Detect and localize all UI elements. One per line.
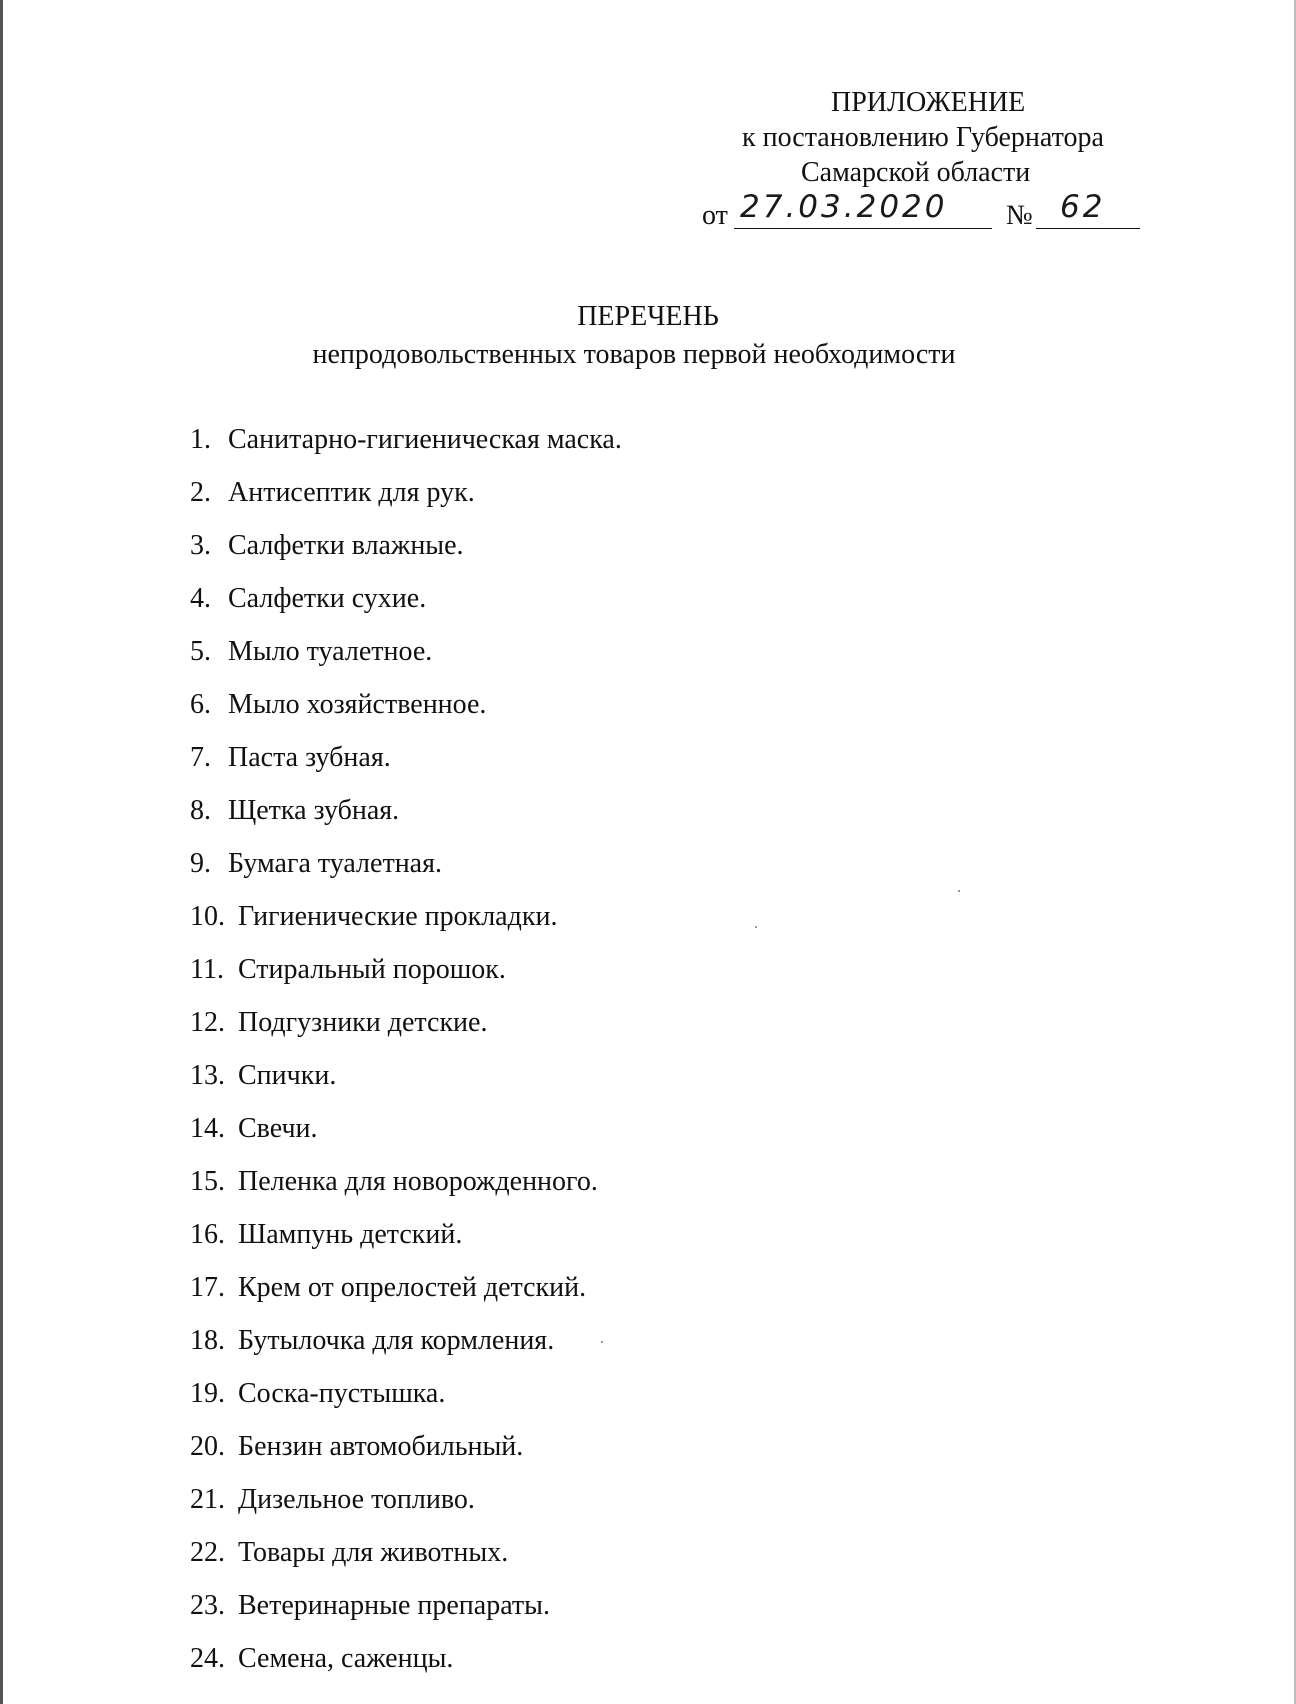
list-item-number: 4. xyxy=(190,583,211,614)
list-item xyxy=(190,1376,622,1429)
list-item xyxy=(190,475,622,528)
list-item-number: 18. xyxy=(190,1325,225,1356)
list-item xyxy=(190,528,622,581)
list-item-number: 16. xyxy=(190,1219,225,1250)
list-item xyxy=(190,1429,622,1482)
list-item-text: Паста зубная. xyxy=(228,742,391,773)
list-item xyxy=(190,1535,622,1588)
list-item-text: Мыло туалетное. xyxy=(228,636,433,667)
list-item-text: Салфетки сухие. xyxy=(228,583,427,614)
scan-speck xyxy=(601,1341,603,1343)
list-item xyxy=(190,1111,622,1164)
list-item-text: Товары для животных. xyxy=(238,1537,509,1568)
list-item-number: 14. xyxy=(190,1113,225,1144)
list-item-number: 2. xyxy=(190,477,211,508)
list-item-text: Гигиенические прокладки. xyxy=(238,901,558,932)
list-item xyxy=(190,1323,622,1376)
list-item-text: Подгузники детские. xyxy=(238,1007,488,1038)
appendix-reference: к постановлению Губернатора xyxy=(742,122,1104,153)
scan-speck xyxy=(958,890,960,892)
list-item-text: Спички. xyxy=(238,1060,337,1091)
list-item-number: 11. xyxy=(190,954,224,985)
scan-speck xyxy=(755,926,757,928)
list-item xyxy=(190,581,622,634)
number-field xyxy=(1036,189,1140,229)
handwritten-number: 62 xyxy=(1060,189,1106,225)
list-item-number: 9. xyxy=(190,848,211,879)
scan-edge-left xyxy=(0,0,3,1704)
list-item-number: 20. xyxy=(190,1431,225,1462)
list-item xyxy=(190,846,622,899)
date-prefix: от xyxy=(702,200,728,231)
list-item xyxy=(190,422,622,475)
list-item-text: Салфетки влажные. xyxy=(228,530,464,561)
list-item xyxy=(190,899,622,952)
document-subtitle: непродовольственных товаров первой необходимости xyxy=(312,339,956,370)
list-item-text: Соска-пустышка. xyxy=(238,1378,446,1409)
list-item-text: Свечи. xyxy=(238,1113,318,1144)
list-item xyxy=(190,1641,622,1694)
list-item xyxy=(190,793,622,846)
list-item-text: Семена, саженцы. xyxy=(238,1643,454,1674)
list-item-text: Дизельное топливо. xyxy=(238,1484,475,1515)
date-field xyxy=(734,189,992,229)
list-item-number: 1. xyxy=(190,424,211,455)
decree-date-number-row xyxy=(690,189,1160,232)
list-item-number: 13. xyxy=(190,1060,225,1091)
list-item-number: 7. xyxy=(190,742,211,773)
goods-list xyxy=(190,422,622,1694)
list-item-text: Бумага туалетная. xyxy=(228,848,442,879)
number-sign: № xyxy=(1006,200,1033,231)
list-item-number: 17. xyxy=(190,1272,225,1303)
list-item-text: Бутылочка для кормления. xyxy=(238,1325,555,1356)
list-item-text: Крем от опрелостей детский. xyxy=(238,1272,587,1303)
list-item-number: 8. xyxy=(190,795,211,826)
list-item-number: 3. xyxy=(190,530,211,561)
list-item-number: 15. xyxy=(190,1166,225,1197)
list-item-text: Антисептик для рук. xyxy=(228,477,475,508)
list-item xyxy=(190,1217,622,1270)
list-item-number: 23. xyxy=(190,1590,225,1621)
list-item xyxy=(190,634,622,687)
list-item-text: Санитарно-гигиеническая маска. xyxy=(228,424,622,455)
list-item-text: Бензин автомобильный. xyxy=(238,1431,524,1462)
list-item-number: 12. xyxy=(190,1007,225,1038)
appendix-title: ПРИЛОЖЕНИЕ xyxy=(831,87,1026,118)
list-item xyxy=(190,1270,622,1323)
list-item-number: 22. xyxy=(190,1537,225,1568)
list-item xyxy=(190,1588,622,1641)
appendix-region: Самарской области xyxy=(801,157,1031,188)
list-item-text: Пеленка для новорожденного. xyxy=(238,1166,598,1197)
list-item xyxy=(190,1058,622,1111)
list-item-text: Мыло хозяйственное. xyxy=(228,689,487,720)
list-item xyxy=(190,952,622,1005)
list-item-number: 6. xyxy=(190,689,211,720)
list-item xyxy=(190,1005,622,1058)
list-item-number: 24. xyxy=(190,1643,225,1674)
handwritten-date: 27.03.2020 xyxy=(740,189,948,225)
list-item-text: Щетка зубная. xyxy=(228,795,400,826)
list-item xyxy=(190,1164,622,1217)
list-item xyxy=(190,1482,622,1535)
document-title: ПЕРЕЧЕНЬ xyxy=(577,301,719,332)
list-item xyxy=(190,740,622,793)
list-item-number: 21. xyxy=(190,1484,225,1515)
list-item xyxy=(190,687,622,740)
list-item-text: Стиральный порошок. xyxy=(238,954,506,985)
list-item-number: 19. xyxy=(190,1378,225,1409)
list-item-number: 5. xyxy=(190,636,211,667)
list-item-text: Ветеринарные препараты. xyxy=(238,1590,550,1621)
list-item-text: Шампунь детский. xyxy=(238,1219,463,1250)
list-item-number: 10. xyxy=(190,901,225,932)
